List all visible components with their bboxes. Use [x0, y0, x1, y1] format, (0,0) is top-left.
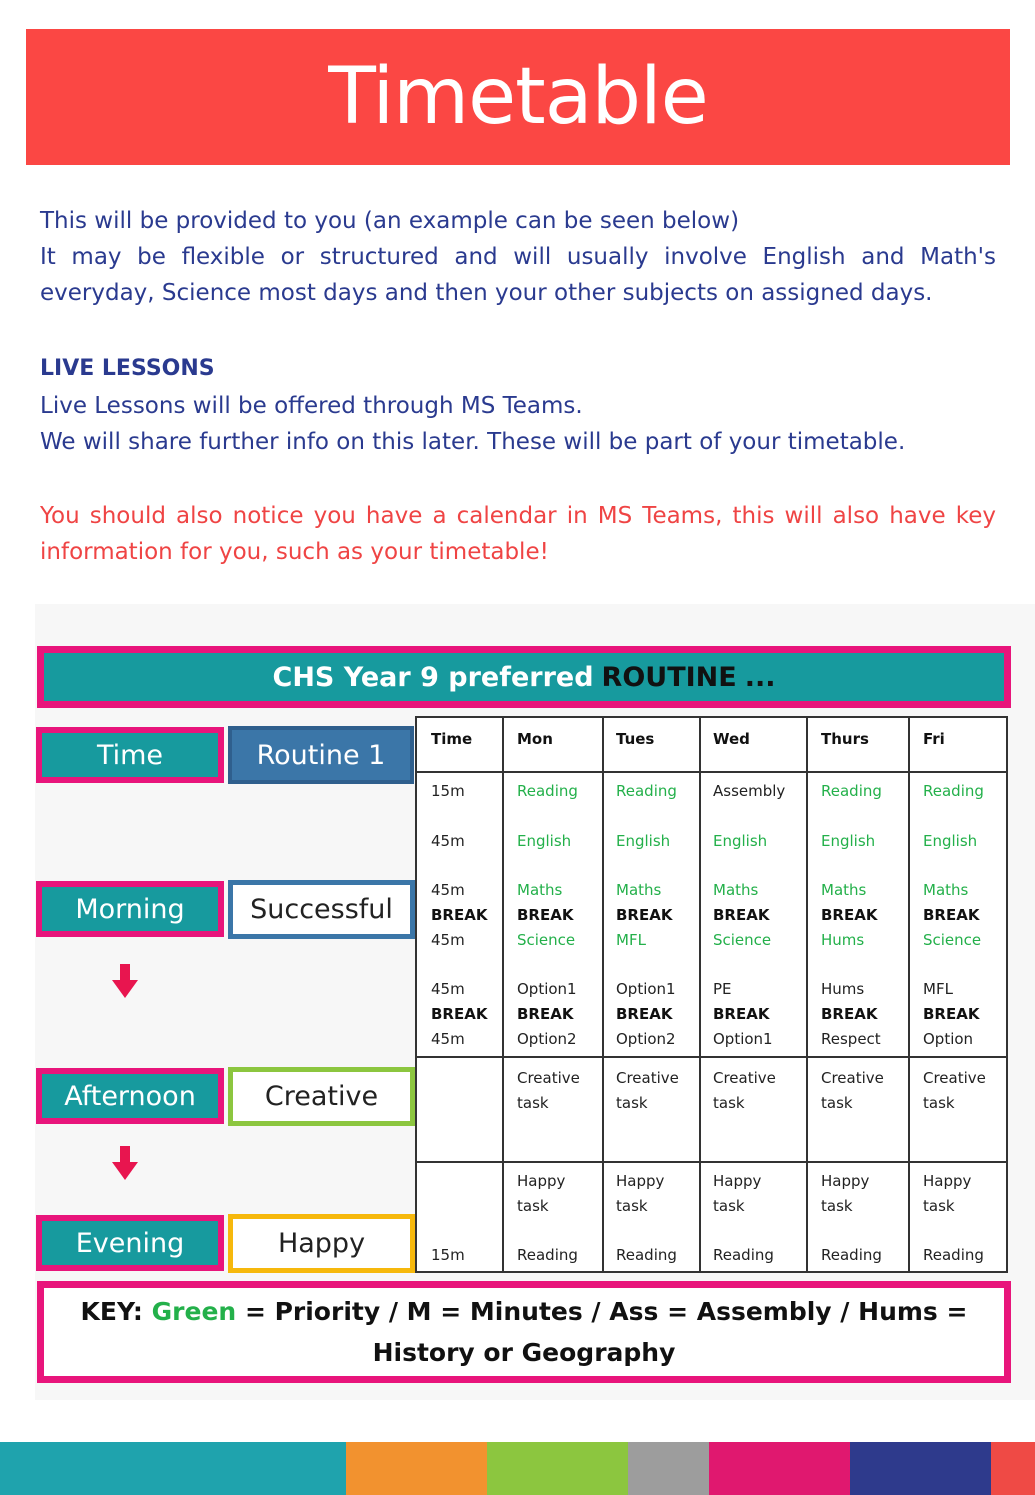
reading-cell: Reading	[821, 1246, 882, 1264]
lesson-cell: English	[616, 832, 671, 850]
lesson-cell: BREAK	[923, 1005, 980, 1023]
title-banner	[26, 29, 1010, 165]
label-morning: Morning	[36, 881, 224, 937]
header-time: Time	[431, 730, 473, 748]
happy-cell: task	[616, 1197, 648, 1215]
happy-cell: task	[517, 1197, 549, 1215]
lesson-cell: BREAK	[616, 1005, 673, 1023]
header-wed: Wed	[713, 730, 750, 748]
lesson-cell: Science	[713, 931, 772, 949]
time-cell: BREAK	[431, 1005, 488, 1023]
lesson-cell: English	[517, 832, 572, 850]
lesson-cell: Reading	[923, 782, 984, 800]
creative-cell: Creative	[821, 1069, 884, 1087]
lesson-cell: PE	[713, 980, 732, 998]
lesson-cell: Respect	[821, 1030, 881, 1048]
grid-hline	[417, 1161, 1006, 1163]
grid-hline	[417, 1056, 1006, 1058]
intro-line-2: It may be flexible or structured and will usually involve English and Math's everyday, Science most days and then your other subjects on assigned days.	[40, 244, 996, 306]
lesson-cell: Hums	[821, 931, 865, 949]
creative-cell: Creative	[923, 1069, 986, 1087]
footer-stripe-pink	[709, 1442, 850, 1495]
happy-cell: task	[923, 1197, 955, 1215]
routine-title-routine: ROUTINE	[601, 661, 737, 693]
time-cell: 15m	[431, 1246, 465, 1264]
lesson-cell: English	[923, 832, 978, 850]
lesson-cell: English	[713, 832, 768, 850]
live-lessons-heading: LIVE LESSONS	[40, 356, 215, 381]
time-cell: 45m	[431, 980, 465, 998]
grid-vline	[502, 718, 504, 1271]
time-cell: 45m	[431, 832, 465, 850]
lesson-cell: BREAK	[713, 1005, 770, 1023]
lesson-cell: Option1	[616, 980, 676, 998]
arrow-down-icon	[112, 1146, 138, 1180]
lesson-cell: BREAK	[821, 1005, 878, 1023]
label-successful: Successful	[228, 880, 415, 939]
reading-cell: Reading	[713, 1246, 774, 1264]
lesson-cell: Reading	[821, 782, 882, 800]
key-text	[64, 1291, 984, 1373]
footer-stripe-teal	[0, 1442, 346, 1495]
lesson-cell: MFL	[923, 980, 953, 998]
lesson-cell: Option1	[713, 1030, 773, 1048]
routine-header	[37, 646, 1011, 708]
reading-cell: Reading	[517, 1246, 578, 1264]
lesson-cell: BREAK	[713, 906, 770, 924]
creative-cell: task	[517, 1094, 549, 1112]
lesson-cell: Maths	[616, 881, 662, 899]
live-line-1: Live Lessons will be offered through MS Teams.	[40, 393, 583, 419]
time-cell: 45m	[431, 1030, 465, 1048]
routine-title-prefix: CHS Year 9 preferred	[272, 661, 594, 693]
intro-paragraph	[40, 203, 996, 311]
creative-cell: Creative	[517, 1069, 580, 1087]
label-happy: Happy	[228, 1214, 415, 1273]
footer-stripe-grey	[628, 1442, 709, 1495]
label-time: Time	[36, 727, 224, 783]
happy-cell: Happy	[616, 1172, 665, 1190]
lesson-cell: English	[821, 832, 876, 850]
grid-vline	[908, 718, 910, 1271]
lesson-cell: Maths	[713, 881, 759, 899]
creative-cell: Creative	[713, 1069, 776, 1087]
label-evening: Evening	[36, 1215, 224, 1271]
footer-stripe-green	[487, 1442, 628, 1495]
creative-cell: task	[923, 1094, 955, 1112]
time-cell: 45m	[431, 931, 465, 949]
time-cell: 15m	[431, 782, 465, 800]
header-thurs: Thurs	[821, 730, 869, 748]
footer-stripe-orange	[346, 1442, 487, 1495]
lesson-cell: Reading	[517, 782, 578, 800]
lesson-cell: Science	[517, 931, 576, 949]
lesson-cell: Assembly	[713, 782, 786, 800]
lesson-cell: BREAK	[517, 1005, 574, 1023]
page-title: Timetable	[328, 52, 708, 142]
creative-cell: task	[821, 1094, 853, 1112]
routine-title-suffix: ...	[744, 661, 776, 693]
lesson-cell: MFL	[616, 931, 646, 949]
happy-cell: Happy	[923, 1172, 972, 1190]
happy-cell: Happy	[517, 1172, 566, 1190]
lesson-cell: Maths	[517, 881, 563, 899]
lesson-cell: BREAK	[821, 906, 878, 924]
grid-vline	[806, 718, 808, 1271]
time-cell: BREAK	[431, 906, 488, 924]
creative-cell: task	[616, 1094, 648, 1112]
header-tues: Tues	[616, 730, 655, 748]
key-box	[37, 1281, 1011, 1383]
lesson-cell: Option2	[517, 1030, 577, 1048]
lesson-cell: Reading	[616, 782, 677, 800]
lesson-cell: BREAK	[517, 906, 574, 924]
footer-stripe-navy	[850, 1442, 991, 1495]
creative-cell: Creative	[616, 1069, 679, 1087]
label-routine-1: Routine 1	[228, 726, 414, 784]
label-afternoon: Afternoon	[36, 1068, 224, 1124]
key-green-word: Green	[151, 1297, 237, 1326]
lesson-cell: Option2	[616, 1030, 676, 1048]
happy-cell: Happy	[821, 1172, 870, 1190]
happy-cell: Happy	[713, 1172, 762, 1190]
creative-cell: task	[713, 1094, 745, 1112]
lesson-cell: Option1	[517, 980, 577, 998]
happy-cell: task	[821, 1197, 853, 1215]
grid-vline	[602, 718, 604, 1271]
happy-cell: task	[713, 1197, 745, 1215]
header-mon: Mon	[517, 730, 553, 748]
lesson-cell: Option	[923, 1030, 974, 1048]
key-prefix: KEY:	[80, 1297, 143, 1326]
lesson-cell: Maths	[923, 881, 969, 899]
reading-cell: Reading	[616, 1246, 677, 1264]
lesson-cell: BREAK	[616, 906, 673, 924]
live-lessons-paragraph	[40, 388, 996, 460]
grid-hline	[417, 771, 1006, 773]
lesson-cell: BREAK	[923, 906, 980, 924]
calendar-note-text: You should also notice you have a calendar in MS Teams, this will also have key information for you, such as your timetable!	[40, 503, 996, 565]
grid-vline	[699, 718, 701, 1271]
lesson-cell: Hums	[821, 980, 865, 998]
lesson-cell: Maths	[821, 881, 867, 899]
lesson-cell: Science	[923, 931, 982, 949]
arrow-down-icon	[112, 964, 138, 998]
live-line-2: We will share further info on this later. These will be part of your timetable.	[40, 429, 906, 455]
key-rest: = Priority / M = Minutes / Ass = Assembly / Hums = History or Geography	[244, 1297, 968, 1367]
timetable-grid	[415, 716, 1008, 1273]
header-fri: Fri	[923, 730, 945, 748]
intro-line-1: This will be provided to you (an example can be seen below)	[40, 208, 740, 234]
calendar-note	[40, 498, 996, 570]
footer-stripe-red	[991, 1442, 1035, 1495]
label-creative: Creative	[228, 1067, 415, 1126]
time-cell: 45m	[431, 881, 465, 899]
reading-cell: Reading	[923, 1246, 984, 1264]
